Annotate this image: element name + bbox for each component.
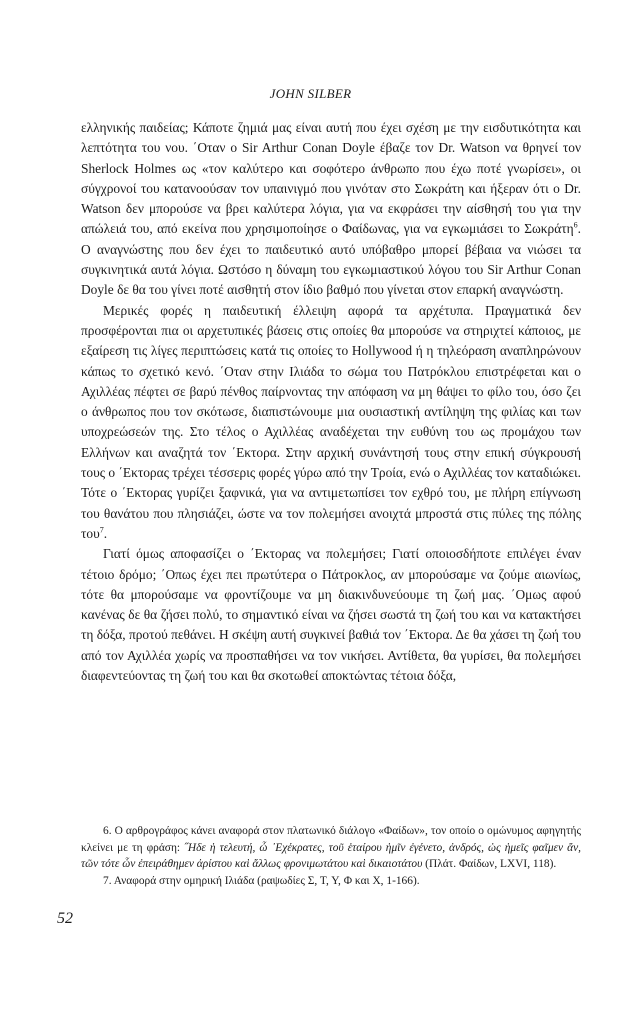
footnotes <box>81 823 581 889</box>
footnote-6-quote: ˝Ηδε ἡ τελευτή, ὦ ᾽Εχέκρατες, τοῦ ἑταίρου ἡμῖν ἐγένετο, ἀνδρός, ὡς ἡμεῖς φαῖμεν ἄν, τῶν τότε ὧν ἐπειράθημεν ἀρίστου καὶ ἄλλως φρονιμωτάτου καὶ δικαιοτάτου <box>81 841 581 870</box>
footnote-6-citation: (Πλάτ. Φαίδων, LXVI, 118). <box>422 858 557 870</box>
paragraph-3 <box>81 544 581 686</box>
paragraph-1-text: ελληνικής παιδείας; Κάποτε ζημιά μας είναι αυτή που έχει σχέση με την εισδυτικότητα και λεπτότητα του νου. ΄Οταν ο Sir Arthur Conan Doyle έβαζε τον Dr. Watson να θρηνεί τον Sherlock Holmes ως «τον καλύτερο και σοφότερο άνθρωπο που έχω ποτέ γνωρίσει», οι σύγχρονοί του κατανοούσαν τον υπαινιγμό που γινόταν στο Σωκράτη και ήξεραν ότι ο Dr. Watson δεν μπορούσε να βρει καλύτερα λόγια, για να εκφράσει την αίσθησή του για την απώλειά του, από εκείνα που χρησιμοποίησε ο Φαίδωνας, για να εγκωμιάσει το Σωκράτη <box>81 120 581 237</box>
body-text <box>81 118 581 686</box>
paragraph-1 <box>81 118 581 301</box>
paragraph-2 <box>81 301 581 545</box>
footnote-ref-7: 7 <box>99 525 104 535</box>
footnote-6 <box>81 823 581 873</box>
footnote-6-text: 6. Ο αρθρογράφος κάνει αναφορά στον πλατωνικό διάλογο «Φαίδων», τον οποίο ο ομώνυμος αφηγητής κλείνει με τη φράση: <box>81 825 581 854</box>
paragraph-3-text: Γιατί όμως αποφασίζει ο ΄Εκτορας να πολεμήσει; Γιατί οποιοσδήποτε επιλέγει έναν τέτοιο δρόμο; ΄Οπως έχει πει πρωτύτερα ο Πάτροκλος, αν μπορούσαμε να ζούμε αιωνίως, τότε θα μπορούσαμε να φροντίζουμε να μη διακινδυνεύουμε τη ζωή μας. ΄Ομως αφού κανένας δε θα ζήσει πολύ, το σημαντικό είναι να ζήσει σωστά τη ζωή του και να κατακτήσει τη δόξα, προτού πεθάνει. Η σκέψη αυτή συγκινεί βαθιά τον ΄Εκτορα. Δε θα χάσει τη ζωή του από τον Αχιλλέα χωρίς να προσπαθήσει να τον νικήσει. Αντίθετα, θα γυρίσει, θα πολεμήσει διαφεντεύοντας τη ζωή του και θα σκοτωθεί αποκτώντας τέτοια δόξα, <box>81 546 581 684</box>
paragraph-1-text-cont: . Ο αναγνώστης που δεν έχει το παιδευτικό αυτό υπόβαθρο μπορεί βέβαια να νιώσει τα συγκινητικά αυτά λόγια. Ωστόσο η δύναμη του εγκωμιαστικού λόγου του Sir Arthur Conan Doyle δε θα του γίνει ποτέ αισθητή στον ίδιο βαθμό που γίνεται στον επαρκή αναγνώστη. <box>81 221 581 298</box>
running-head: JOHN SILBER <box>269 86 352 101</box>
page-number: 52 <box>57 910 73 927</box>
footnote-ref-6: 6 <box>573 221 578 231</box>
footnote-7 <box>81 873 581 890</box>
paragraph-2-text-cont: . <box>103 525 108 541</box>
footnote-7-text: 7. Αναφορά στην ομηρική Ιλιάδα (ραψωδίες Σ, Τ, Υ, Φ και Χ, 1-166). <box>103 874 420 887</box>
paragraph-2-text: Μερικές φορές η παιδευτική έλλειψη αφορά τα αρχέτυπα. Πραγματικά δεν προσφέρονται πια οι αρχετυπικές βάσεις στις οποίες θα μπορούσε να στηριχτεί κάποιος, με εξαίρεση τις λίγες περιπτώσεις κατά τις οποίες το Hollywood ή η τηλεόραση αναπληρώνουν κάπως το σχετικό κενό. ΄Οταν στην Ιλιάδα το σώμα του Πατρόκλου επιστρέφεται και ο Αχιλλέας πέφτει σε βαρύ πένθος παίρνοντας την απόφαση να μη θάψει το φίλο του, όσο ζει ο άνθρωπος που τον σκότωσε, διαπιστώνουμε μια ουσιαστική αντίληψη της φιλίας και των υποχρεώσεών της. Στο τέλος ο Αχιλλέας αναδέχεται την ευθύνη του ως προμάχου των Ελλήνων και αναζητά τον ΄Εκτορα. Στην αρχική συνάντησή τους στην επική σύγκρουσή τους ο ΄Εκτορας τρέχει τέσσερις φορές γύρω από την Τροία, ενώ ο Αχιλλέας τον καταδιώκει. Τότε ο ΄Εκτορας γυρίζει ξαφνικά, για να αντιμετωπίσει τον εχθρό του, με πλήρη επίγνωση του θανάτου που πλησιάζει, ώστε να τον πολεμήσει ανοιχτά μπροστά στις πύλες της πόλης του <box>81 302 581 541</box>
